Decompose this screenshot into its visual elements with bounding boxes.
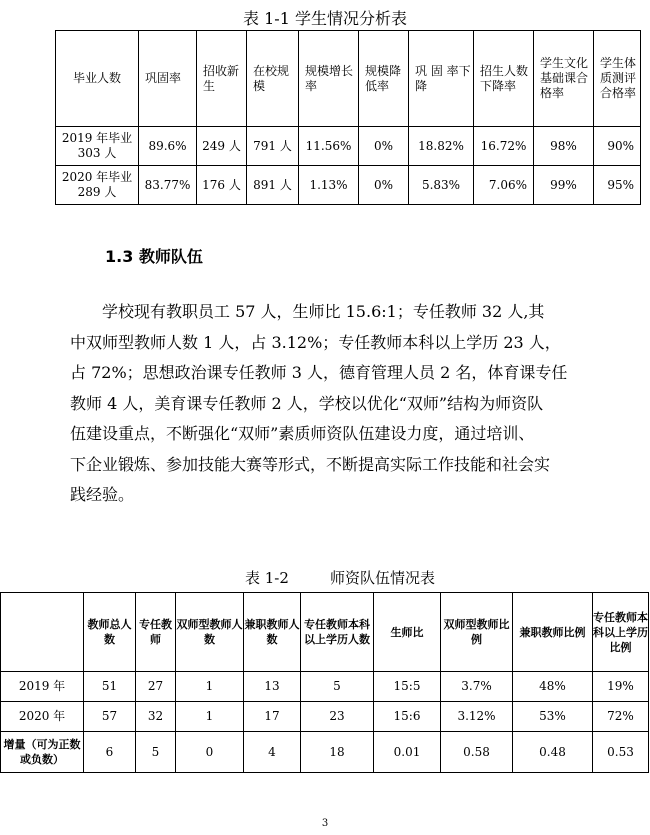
- table-header-row: [1, 593, 649, 672]
- table-cell: 95%: [594, 166, 641, 205]
- table-header-row: [56, 31, 641, 127]
- table-1-caption: 表 1-1 学生情况分析表: [243, 9, 407, 28]
- table-cell: 0.53: [593, 732, 649, 773]
- header-cell: 专任教师: [136, 593, 176, 672]
- header-cell: 招生人数下降率: [474, 31, 534, 127]
- table-row: [1, 702, 649, 732]
- page-number: 3: [321, 818, 329, 829]
- table-cell: 5: [301, 672, 374, 702]
- table-cell: 99%: [534, 166, 594, 205]
- table-cell: 7.06%: [474, 166, 534, 205]
- table-cell: 72%: [593, 702, 649, 732]
- table-cell: 0%: [359, 166, 409, 205]
- table-cell: 17: [244, 702, 301, 732]
- table-row: [56, 127, 641, 166]
- table-cell: 18: [301, 732, 374, 773]
- header-cell: 规模增长率: [299, 31, 359, 127]
- header-cell: 兼职教师人数: [244, 593, 301, 672]
- paragraph-line: 中双师型教师人数 1 人，占 3.12%；专任教师本科以上学历 23 人，: [70, 332, 561, 352]
- paragraph-line: 占 72%；思想政治课专任教师 3 人，德育管理人员 2 名，体育课专任: [70, 363, 568, 382]
- table-cell: 57: [84, 702, 136, 732]
- header-cell: 规模降低率: [359, 31, 409, 127]
- table-row: [56, 166, 641, 205]
- table-cell: 2020 年: [1, 702, 84, 732]
- table-cell: 4: [244, 732, 301, 773]
- header-cell: 学生体质测评合格率: [594, 31, 641, 127]
- table-cell: 0.58: [441, 732, 513, 773]
- table-cell: 48%: [513, 672, 593, 702]
- table-cell: 1: [176, 702, 244, 732]
- header-cell: 毕业人数: [56, 31, 139, 127]
- table-cell: 5.83%: [409, 166, 474, 205]
- table-2-number: 表 1-2: [245, 569, 289, 587]
- table-cell: 176 人: [197, 166, 247, 205]
- table-2-title: 师资队伍情况表: [330, 569, 436, 587]
- table-cell: 2019 年: [1, 672, 84, 702]
- table-cell: 15:6: [374, 702, 441, 732]
- header-cell: 兼职教师比例: [513, 593, 593, 672]
- header-cell: 招收新生: [197, 31, 247, 127]
- table-cell: 98%: [534, 127, 594, 166]
- table-cell: 51: [84, 672, 136, 702]
- table-cell: 13: [244, 672, 301, 702]
- table-cell: 15:5: [374, 672, 441, 702]
- table-row: [1, 732, 649, 773]
- body-paragraph: [70, 297, 590, 511]
- table-cell: 1: [176, 672, 244, 702]
- table-cell: 2019 年毕业 303 人: [56, 127, 139, 166]
- table-cell: 32: [136, 702, 176, 732]
- table-cell: 5: [136, 732, 176, 773]
- table-cell: 0.48: [513, 732, 593, 773]
- header-cell: 巩 固 率下降: [409, 31, 474, 127]
- header-cell: 生师比: [374, 593, 441, 672]
- faculty-table: [0, 592, 649, 773]
- header-cell: 在校规模: [247, 31, 299, 127]
- header-cell: [1, 593, 84, 672]
- paragraph-line: 下企业锻炼、参加技能大赛等形式，不断提高实际工作技能和社会实: [70, 454, 551, 474]
- table-cell: 1.13%: [299, 166, 359, 205]
- table-cell: 3.12%: [441, 702, 513, 732]
- table-cell: 249 人: [197, 127, 247, 166]
- header-cell: 学生文化基础课合格率: [534, 31, 594, 127]
- table-row: [1, 672, 649, 702]
- table-cell: 90%: [594, 127, 641, 166]
- paragraph-line: 学校现有教职员工 57 人，生师比 15.6:1；专任教师 32 人,其: [102, 302, 545, 321]
- header-cell: 巩固率: [139, 31, 197, 127]
- header-cell: 教师总人数: [84, 593, 136, 672]
- table-cell: 3.7%: [441, 672, 513, 702]
- paragraph-line: 伍建设重点，不断强化“双师”素质师资队伍建设力度，通过培训、: [70, 424, 535, 443]
- table-cell: 6: [84, 732, 136, 773]
- table-cell: 891 人: [247, 166, 299, 205]
- table-cell: 27: [136, 672, 176, 702]
- section-heading: 1.3 教师队伍: [105, 247, 203, 266]
- table-cell: 16.72%: [474, 127, 534, 166]
- table-cell: 0%: [359, 127, 409, 166]
- table-cell: 2020 年毕业 289 人: [56, 166, 139, 205]
- table-cell: 19%: [593, 672, 649, 702]
- table-cell: 11.56%: [299, 127, 359, 166]
- table-cell: 23: [301, 702, 374, 732]
- paragraph-line: 践经验。: [70, 485, 135, 504]
- table-cell: 53%: [513, 702, 593, 732]
- header-cell: 双师型教师人数: [176, 593, 244, 672]
- table-cell: 0: [176, 732, 244, 773]
- paragraph-line: 教师 4 人，美育课专任教师 2 人，学校以优化“双师”结构为师资队: [70, 393, 544, 413]
- student-analysis-table: [55, 30, 641, 205]
- header-cell: 双师型教师比例: [441, 593, 513, 672]
- header-cell: 专任教师本科以上学历比例: [593, 593, 649, 672]
- table-cell: 增量（可为正数或负数）: [1, 732, 84, 773]
- table-cell: 89.6%: [139, 127, 197, 166]
- table-cell: 18.82%: [409, 127, 474, 166]
- table-cell: 83.77%: [139, 166, 197, 205]
- header-cell: 专任教师本科以上学历人数: [301, 593, 374, 672]
- table-cell: 791 人: [247, 127, 299, 166]
- table-cell: 0.01: [374, 732, 441, 773]
